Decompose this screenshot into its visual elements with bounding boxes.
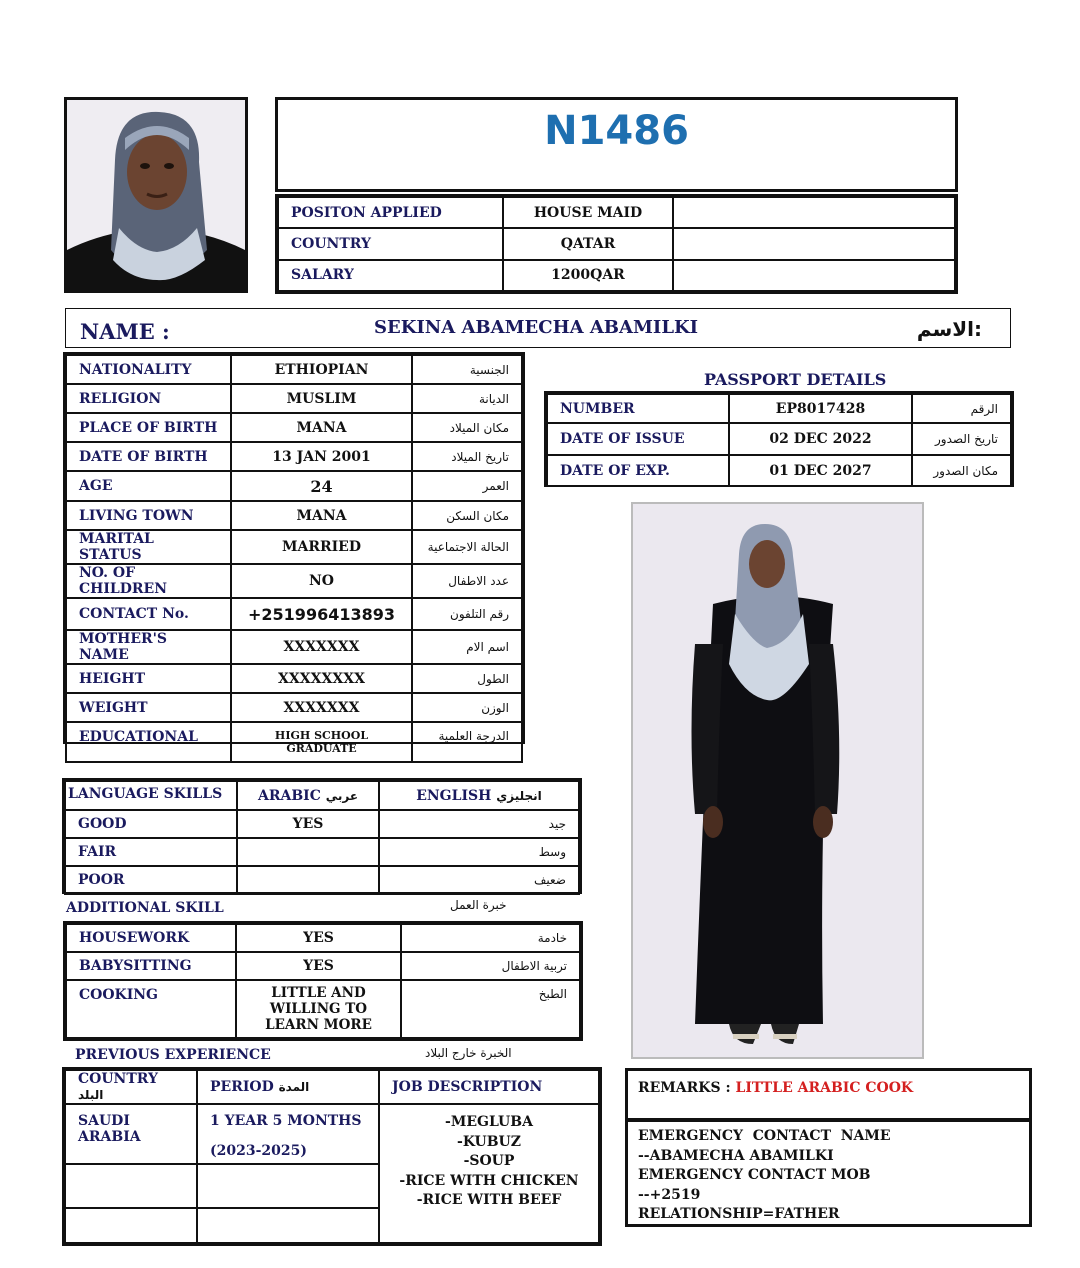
table-row: GOOD YES جيد bbox=[65, 810, 579, 838]
value: 1200QAR bbox=[503, 260, 673, 291]
table-row: BABYSITTING YES تربية الاطفال bbox=[66, 952, 580, 980]
table-row bbox=[278, 197, 955, 228]
full-body-photo bbox=[631, 502, 924, 1059]
emergency-contact-box bbox=[625, 1119, 1032, 1227]
table-row: DATE OF EXP. 01 DEC 2027 مكان الصدور bbox=[547, 455, 1011, 486]
name-label: NAME : bbox=[80, 319, 170, 344]
table-row: AGE 24 العمر bbox=[66, 471, 522, 501]
emergency-line: EMERGENCY CONTACT NAME bbox=[638, 1128, 891, 1144]
previous-experience-title: PREVIOUS EXPERIENCE bbox=[75, 1047, 271, 1063]
name-label-arabic: الاسم: bbox=[916, 317, 982, 341]
table-row: MOTHER'S NAME XXXXXXX اسم الام bbox=[66, 630, 522, 664]
table-row: HEIGHT XXXXXXXX الطول bbox=[66, 664, 522, 693]
emergency-line: --ABAMECHA ABAMILKI bbox=[638, 1147, 834, 1164]
table-row: LIVING TOWN MANA مكان السكن bbox=[66, 501, 522, 530]
value: HOUSE MAID bbox=[503, 197, 673, 228]
table-row: COUNTRY البلد PERIOD المدة JOB DESCRIPTION bbox=[65, 1070, 599, 1104]
portrait-photo bbox=[64, 97, 248, 293]
passport-title: PASSPORT DETAILS bbox=[704, 370, 887, 389]
table-row: DATE OF ISSUE 02 DEC 2022 تاريخ الصدور bbox=[547, 423, 1011, 455]
additional-skill-title: ADDITIONAL SKILL bbox=[66, 900, 224, 916]
table-row: LANGUAGE SKILLS ARABIC عربي ENGLISH انجليزي bbox=[65, 781, 579, 810]
table-row: MARITAL STATUS MARRIED الحالة الاجتماعية bbox=[66, 530, 522, 564]
emergency-line: RELATIONSHIP=FATHER bbox=[638, 1206, 840, 1222]
label: COUNTRY bbox=[278, 228, 503, 259]
portrait-illustration bbox=[67, 100, 245, 290]
language-header-label: LANGUAGE SKILLS bbox=[65, 781, 237, 810]
table-row: POOR ضعيف bbox=[65, 866, 579, 894]
table-row: WEIGHT XXXXXXX الوزن bbox=[66, 693, 522, 722]
table-row: RELIGION MUSLIM الديانة bbox=[66, 384, 522, 413]
application-table bbox=[275, 194, 958, 294]
table-row: HOUSEWORK YES خادمة bbox=[66, 924, 580, 952]
additional-skill-table bbox=[63, 921, 583, 1041]
additional-skill-title-arabic: خبرة العمل bbox=[450, 898, 507, 912]
value: QATAR bbox=[503, 228, 673, 259]
emergency-line: EMERGENCY CONTACT MOB bbox=[638, 1167, 871, 1183]
table-row bbox=[278, 260, 955, 291]
reference-number: N1486 bbox=[544, 108, 689, 154]
emergency-line: --+2519 bbox=[638, 1186, 701, 1203]
table-row: PLACE OF BIRTH MANA مكان الميلاد bbox=[66, 413, 522, 442]
table-row: CONTACT No. +251996413893 رقم التلفون bbox=[66, 598, 522, 630]
table-row: COOKING LITTLE AND WILLING TO LEARN MORE الطبخ bbox=[66, 980, 580, 1038]
passport-table bbox=[544, 391, 1014, 487]
table-row: FAIR وسط bbox=[65, 838, 579, 866]
label: SALARY bbox=[278, 260, 503, 291]
table-row: NUMBER EP8017428 الرقم bbox=[547, 394, 1011, 423]
table-row: NO. OF CHILDREN NO عدد الاطفال bbox=[66, 564, 522, 598]
previous-experience-title-arabic: الخبرة خارج البلاد bbox=[425, 1046, 512, 1060]
remarks-box bbox=[625, 1068, 1032, 1121]
applicant-name: SEKINA ABAMECHA ABAMILKI bbox=[374, 317, 699, 338]
personal-details-table bbox=[63, 352, 525, 755]
reference-box bbox=[275, 97, 958, 192]
remarks-label: REMARKS : bbox=[638, 1080, 731, 1096]
table-row: NATIONALITY ETHIOPIAN الجنسية bbox=[66, 355, 522, 384]
table-row: SAUDI ARABIA 1 YEAR 5 MONTHS (2023-2025) -MEGLUBA -KUBUZ -SOUP -RICE WITH CHICKEN -RICE WITH BEEF bbox=[65, 1104, 599, 1164]
language-skills-table bbox=[62, 778, 582, 894]
full-body-illustration bbox=[633, 504, 922, 1057]
table-row: DATE OF BIRTH 13 JAN 2001 تاريخ الميلاد bbox=[66, 442, 522, 471]
label: POSITON APPLIED bbox=[278, 197, 503, 228]
table-row bbox=[278, 228, 955, 259]
previous-experience-table bbox=[62, 1067, 602, 1246]
remarks-value: LITTLE ARABIC COOK bbox=[735, 1080, 914, 1096]
name-bar bbox=[65, 308, 1011, 348]
table-row: EDUCATIONAL HIGH SCHOOL GRADUATE الدرجة العلمية bbox=[66, 722, 522, 762]
